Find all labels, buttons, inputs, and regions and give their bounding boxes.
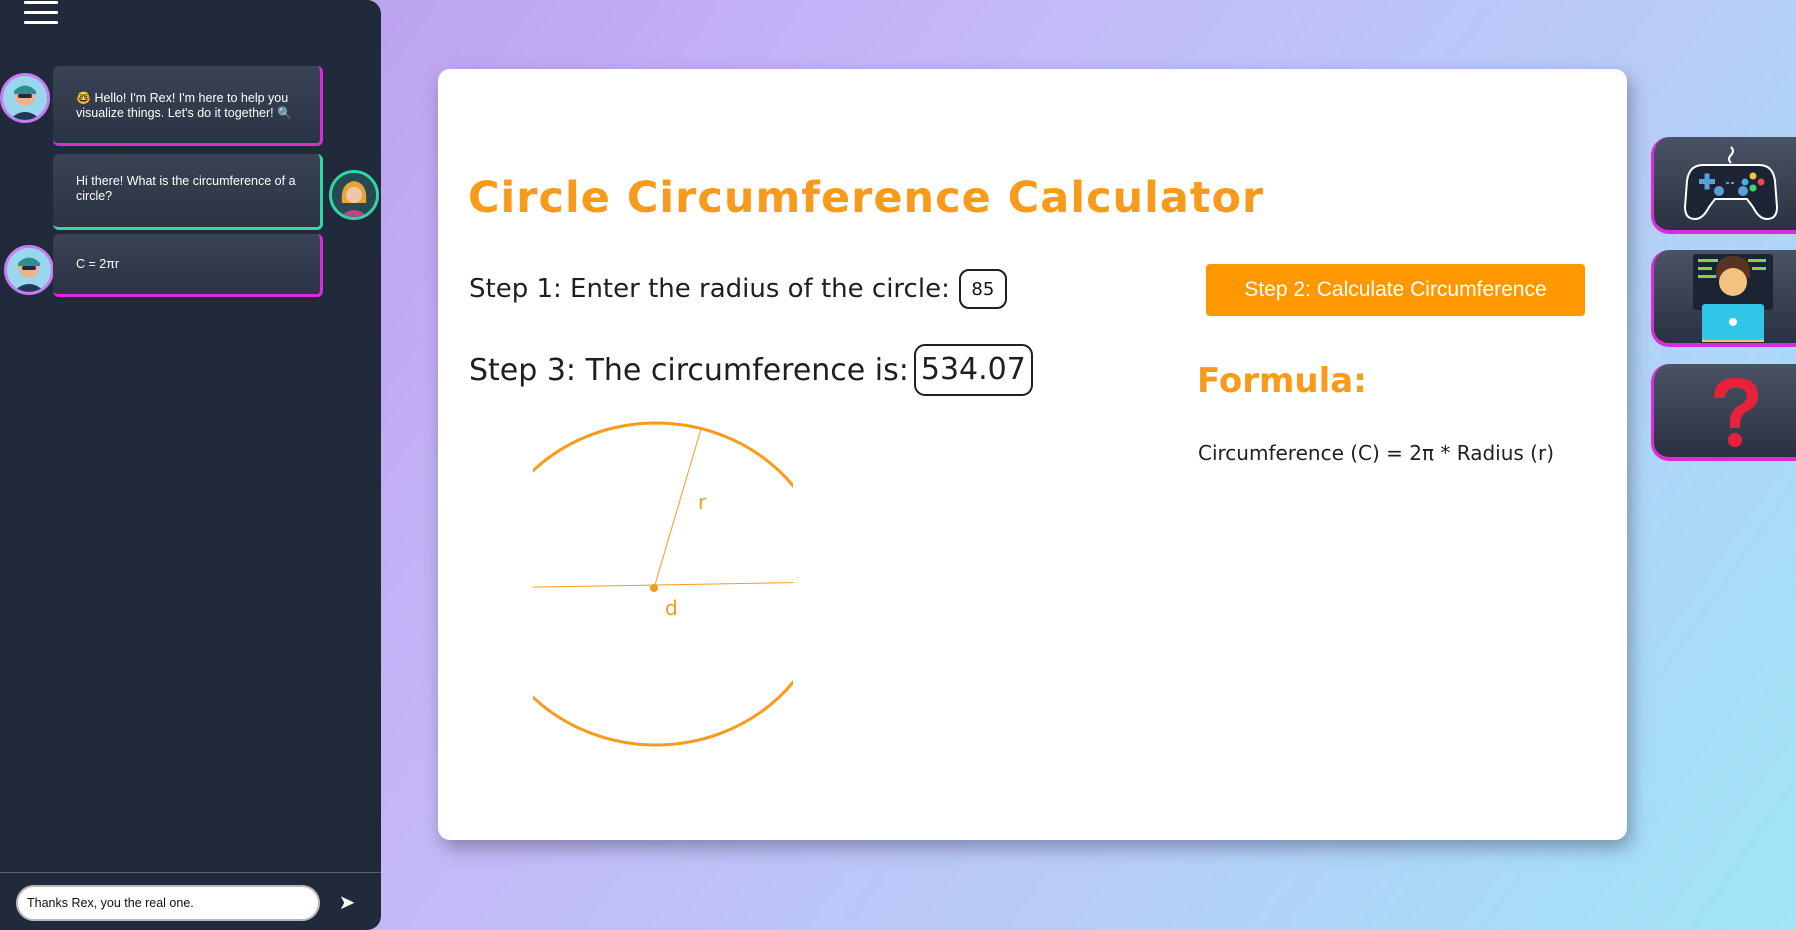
user-avatar-icon <box>332 173 376 217</box>
step3-label: Step 3: The circumference is: <box>469 352 909 388</box>
chat-message-text: C = 2πr <box>76 257 120 271</box>
circle-diagram <box>533 421 793 751</box>
hamburger-menu-icon[interactable] <box>24 0 60 28</box>
help-tile[interactable] <box>1651 364 1796 461</box>
chat-message-text: Hello! I'm Rex! I'm here to help you visualize things. Let's do it together! <box>76 91 289 120</box>
bot-avatar <box>0 73 50 123</box>
game-controller-icon <box>1681 141 1781 231</box>
step3-row <box>469 344 1033 396</box>
send-icon[interactable]: ➤ <box>338 892 356 914</box>
diameter-label: d <box>665 596 678 620</box>
chat-sidebar <box>0 0 381 930</box>
rex-avatar-icon <box>7 248 51 292</box>
magnifier-emoji-icon: 🔍 <box>277 106 293 120</box>
bot-avatar <box>4 245 54 295</box>
chat-bubble-bot <box>53 234 323 297</box>
formula-title: Formula: <box>1197 361 1367 401</box>
user-avatar <box>329 170 379 220</box>
calculate-button[interactable]: Step 2: Calculate Circumference <box>1206 264 1585 316</box>
chat-input-bar <box>0 872 381 930</box>
developer-laptop-icon <box>1688 254 1778 344</box>
developer-tile[interactable] <box>1651 250 1796 347</box>
help-question-icon <box>1706 374 1766 454</box>
chat-message-text: Hi there! What is the circumference of a circle? <box>76 174 296 203</box>
chat-input[interactable] <box>16 885 320 921</box>
chat-bubble-user <box>53 154 323 230</box>
step1-row <box>469 269 1007 309</box>
radius-label: r <box>698 490 707 514</box>
radius-line <box>654 429 701 588</box>
games-tile[interactable] <box>1651 137 1796 234</box>
rex-avatar-icon <box>3 76 47 120</box>
chat-bubble-bot <box>53 66 323 146</box>
step1-label: Step 1: Enter the radius of the circle: <box>469 274 950 304</box>
page-title: Circle Circumference Calculator <box>468 173 1265 223</box>
calculator-card <box>438 69 1627 840</box>
circle-outline <box>533 423 793 745</box>
radius-input[interactable] <box>959 269 1007 309</box>
diameter-line <box>533 582 793 588</box>
formula-text: Circumference (C) = 2π * Radius (r) <box>1198 441 1554 465</box>
center-point <box>650 584 658 592</box>
nerd-emoji-icon: 🤓 <box>76 91 91 105</box>
result-value: 534.07 <box>914 344 1033 396</box>
